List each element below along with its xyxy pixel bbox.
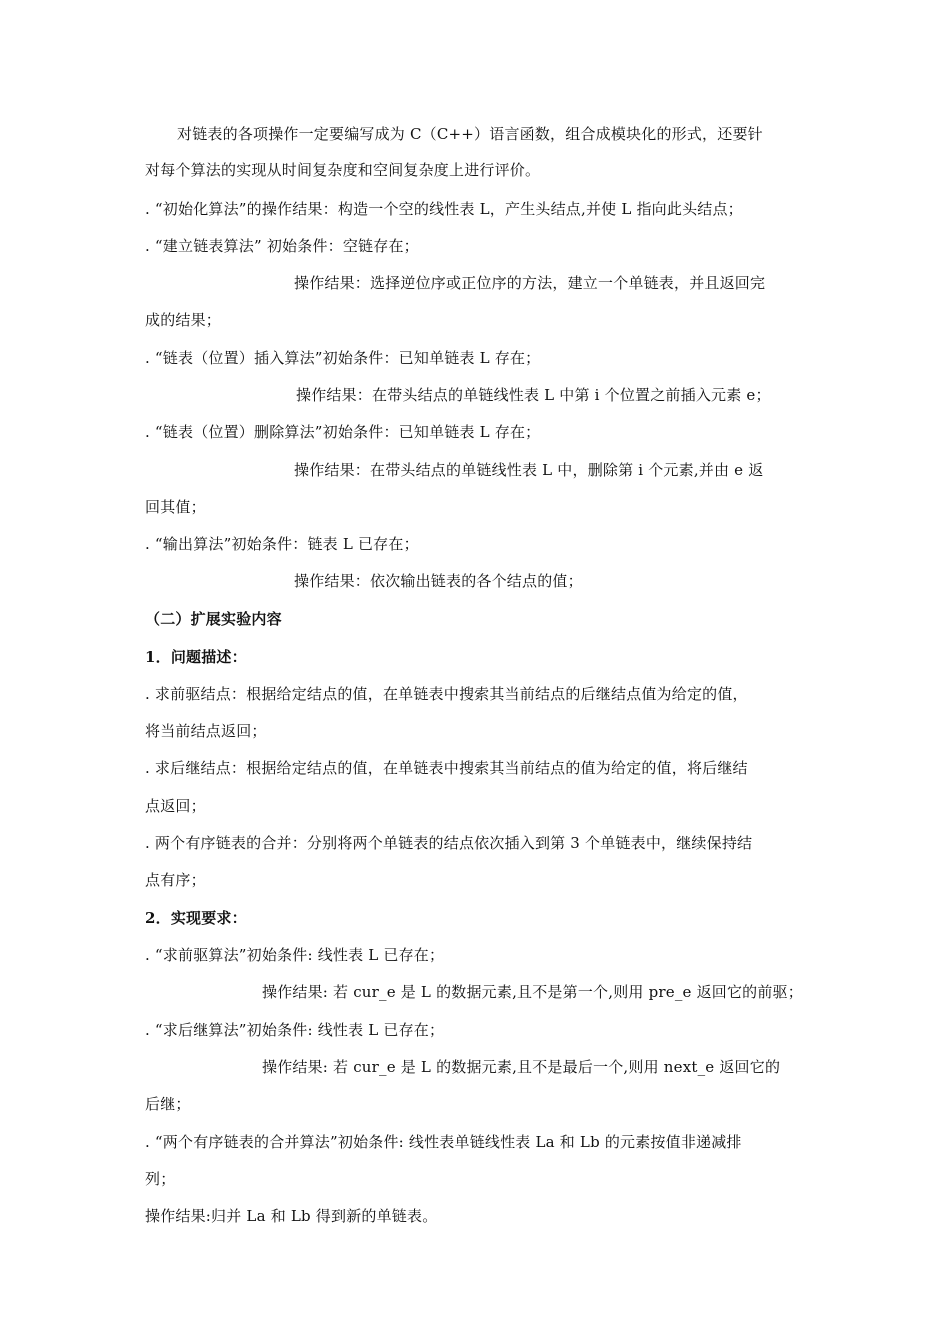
predecessor-algorithm-item: . “求前驱算法”初始条件: 线性表 L 已存在；: [145, 946, 445, 964]
delete-algorithm-result-cont: 回其值；: [145, 498, 206, 516]
merge-algorithm-item: . “两个有序链表的合并算法”初始条件: 线性表单链线性表 La 和 Lb 的元素按值非递减排: [145, 1133, 742, 1151]
delete-algorithm-result: 操作结果：在带头结点的单链线性表 L 中，删除第 i 个元素,并由 e 返: [294, 461, 764, 479]
init-algorithm-item: . “初始化算法”的操作结果：构造一个空的线性表 L，产生头结点,并使 L 指向此头结点；: [145, 200, 743, 218]
insert-algorithm-result: 操作结果：在带头结点的单链线性表 L 中第 i 个位置之前插入元素 e；: [296, 386, 771, 404]
successor-algorithm-result: 操作结果: 若 cur_e 是 L 的数据元素,且不是最后一个,则用 next_e 返回它的: [262, 1058, 781, 1076]
successor-description-cont: 点返回；: [145, 797, 206, 815]
intro-line-1: 对链表的各项操作一定要编写成为 C（C++）语言函数，组合成模块化的形式，还要针: [177, 125, 763, 143]
predecessor-description-cont: 将当前结点返回；: [145, 722, 267, 740]
subheading-requirements: 2．实现要求：: [145, 909, 247, 927]
successor-algorithm-item: . “求后继算法”初始条件: 线性表 L 已存在；: [145, 1021, 445, 1039]
merge-description: . 两个有序链表的合并：分别将两个单链表的结点依次插入到第 3 个单链表中，继续保持结: [145, 834, 753, 852]
create-list-result-cont: 成的结果；: [145, 311, 222, 329]
merge-algorithm-item-cont: 列；: [145, 1170, 176, 1188]
predecessor-algorithm-result: 操作结果: 若 cur_e 是 L 的数据元素,且不是第一个,则用 pre_e 返回它的前驱；: [262, 983, 803, 1001]
insert-algorithm-item: . “链表（位置）插入算法”初始条件：已知单链表 L 存在；: [145, 349, 541, 367]
subheading-problem-description: 1．问题描述：: [145, 648, 247, 666]
section-heading-extension: （二）扩展实验内容: [145, 610, 282, 628]
intro-line-2: 对每个算法的实现从时间复杂度和空间复杂度上进行评价。: [145, 161, 541, 179]
successor-algorithm-result-cont: 后继；: [145, 1095, 191, 1113]
successor-description: . 求后继结点：根据给定结点的值，在单链表中搜索其当前结点的值为给定的值，将后继结: [145, 759, 748, 777]
predecessor-description: . 求前驱结点：根据给定结点的值，在单链表中搜索其当前结点的后继结点值为给定的值，: [145, 685, 748, 703]
merge-algorithm-result: 操作结果:归并 La 和 Lb 得到新的单链表。: [145, 1207, 438, 1225]
output-algorithm-item: . “输出算法”初始条件：链表 L 已存在；: [145, 535, 419, 553]
merge-description-cont: 点有序；: [145, 871, 206, 889]
delete-algorithm-item: . “链表（位置）删除算法”初始条件：已知单链表 L 存在；: [145, 423, 541, 441]
create-list-item: . “建立链表算法” 初始条件：空链存在；: [145, 237, 419, 255]
output-algorithm-result: 操作结果：依次输出链表的各个结点的值；: [294, 572, 583, 590]
create-list-result: 操作结果：选择逆位序或正位序的方法，建立一个单链表，并且返回完: [294, 274, 766, 292]
